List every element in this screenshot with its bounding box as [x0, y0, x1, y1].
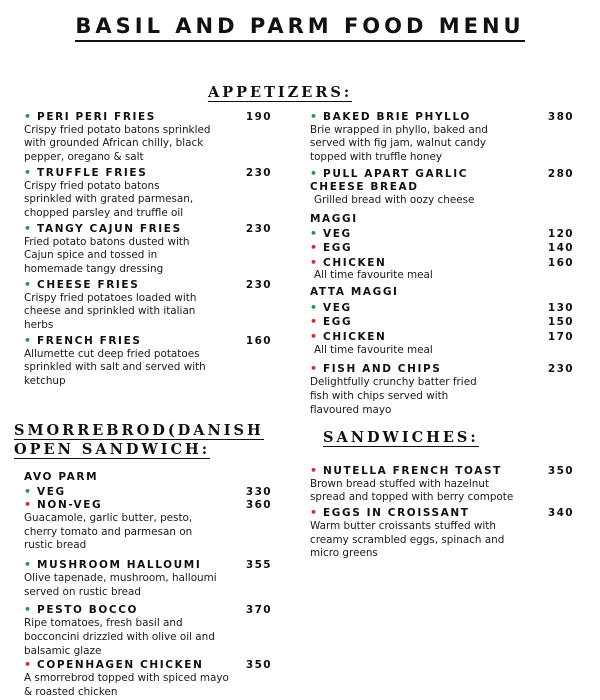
appetizers-heading: APPETIZERS:	[208, 84, 353, 101]
item-desc: Crispy fried potato batons sprinkled	[24, 123, 211, 136]
item-desc: Allumette cut deep fried potatoes	[24, 347, 200, 360]
item-desc: Grilled bread with oozy cheese	[314, 194, 475, 207]
appetizers-left-column	[24, 110, 272, 389]
item-price: 120	[547, 227, 574, 240]
item-price: 230	[245, 278, 272, 291]
item-desc: Brie wrapped in phyllo, baked and	[310, 123, 488, 136]
smorrebrod-heading: SMORREBROD(DANISH OPEN SANDWICH:	[14, 422, 264, 458]
variant-name: NON-VEG	[37, 499, 103, 512]
green-bullet-icon: •	[24, 558, 32, 572]
item-price: 230	[245, 166, 272, 179]
avo-parm-group	[24, 471, 272, 553]
green-bullet-icon: •	[310, 226, 318, 240]
item-desc: creamy scrambled eggs, spinach and	[310, 533, 505, 546]
item-desc: Olive tapenade, mushroom, halloumi	[24, 571, 217, 584]
menu-item	[310, 362, 574, 417]
green-bullet-icon: •	[24, 277, 32, 291]
green-bullet-icon: •	[24, 603, 32, 617]
variant-name: VEG	[37, 485, 66, 498]
red-bullet-icon: •	[310, 464, 318, 477]
item-desc: All time favourite meal	[314, 269, 433, 282]
item-name: PESTO BOCCO	[37, 604, 139, 617]
item-desc: sprinkled with salt and served with	[24, 361, 206, 374]
item-desc: spread and topped with berry compote	[310, 491, 514, 504]
variant-name: CHICKEN	[323, 330, 387, 343]
green-bullet-icon: •	[24, 484, 32, 498]
group-header: MAGGI	[310, 212, 358, 225]
group-header: AVO PARM	[24, 471, 99, 483]
item-desc: A smorrebrod topped with spiced mayo	[24, 671, 229, 684]
item-name: EGGS IN CROISSANT	[323, 507, 470, 520]
menu-item	[310, 110, 574, 165]
sandwiches-heading: SANDWICHES:	[323, 429, 479, 446]
item-price: 370	[245, 604, 272, 617]
atta-maggi-group	[310, 286, 574, 357]
item-name: FRENCH FRIES	[37, 334, 142, 347]
item-price: 170	[547, 330, 574, 343]
menu-item	[24, 558, 272, 599]
variant-name: EGG	[323, 242, 353, 255]
item-desc: rustic bread	[24, 539, 87, 552]
item-desc: Fried potato batons dusted with	[24, 235, 190, 248]
item-desc: cherry tomato and parmesan on	[24, 525, 193, 538]
item-name: PERI PERI FRIES	[37, 111, 156, 123]
item-desc: sprinkled with grated parmesan,	[24, 193, 194, 206]
green-bullet-icon: •	[24, 333, 32, 347]
item-desc: Cajun spice and tossed in	[24, 249, 158, 262]
item-price: 160	[245, 334, 272, 347]
smorrebrod-column	[24, 471, 272, 700]
red-bullet-icon: •	[310, 255, 318, 269]
menu-title: BASIL AND PARM FOOD MENU	[0, 14, 600, 38]
menu-item	[24, 278, 272, 333]
menu-item	[310, 167, 574, 208]
item-desc: fish with chips served with	[310, 389, 449, 402]
item-desc: Ripe tomatoes, fresh basil and	[24, 616, 183, 629]
item-desc: flavoured mayo	[310, 403, 392, 416]
item-price: 130	[547, 301, 574, 314]
menu-item	[310, 506, 574, 561]
menu-item	[24, 166, 272, 221]
item-price: 350	[245, 659, 272, 672]
green-bullet-icon: •	[310, 166, 318, 180]
item-desc: Crispy fried potatoes loaded with	[24, 291, 197, 304]
red-bullet-icon: •	[310, 241, 318, 255]
red-bullet-icon: •	[24, 658, 32, 672]
green-bullet-icon: •	[24, 221, 32, 235]
item-price: 230	[547, 363, 574, 376]
item-name-line2: CHEESE BREAD	[310, 180, 419, 193]
item-desc: served with fig jam, walnut candy	[310, 137, 487, 150]
item-price: 140	[547, 242, 574, 255]
item-price: 350	[547, 465, 574, 477]
menu-item	[310, 464, 574, 505]
menu-item	[24, 334, 272, 389]
item-desc: micro greens	[310, 547, 378, 560]
group-header: ATTA MAGGI	[310, 286, 399, 299]
item-desc: & roasted chicken	[24, 685, 118, 698]
green-bullet-icon: •	[310, 110, 318, 123]
item-name: COPENHAGEN CHICKEN	[37, 659, 204, 672]
menu-item	[24, 603, 272, 658]
red-bullet-icon: •	[310, 329, 318, 343]
item-price: 330	[245, 485, 272, 498]
menu-item	[24, 222, 272, 277]
item-price: 230	[245, 222, 272, 235]
item-price: 380	[547, 111, 574, 123]
item-name: BAKED BRIE PHYLLO	[323, 111, 471, 123]
item-price: 190	[245, 111, 272, 123]
item-desc: topped with truffle honey	[310, 151, 443, 164]
red-bullet-icon: •	[310, 362, 318, 376]
item-desc: Guacamole, garlic butter, pesto,	[24, 511, 193, 524]
item-name: TRUFFLE FRIES	[37, 166, 148, 179]
item-price: 280	[547, 167, 574, 180]
variant-name: EGG	[323, 316, 353, 329]
variant-name: VEG	[323, 227, 352, 240]
item-desc: served on rustic bread	[24, 585, 142, 598]
variant-name: CHICKEN	[323, 256, 387, 269]
item-name: MUSHROOM HALLOUMI	[37, 559, 202, 572]
item-price: 360	[245, 499, 272, 512]
appetizers-right-column	[310, 110, 574, 417]
item-desc: ketchup	[24, 375, 66, 388]
item-name: TANGY CAJUN FRIES	[37, 222, 182, 235]
menu-item	[24, 110, 272, 165]
item-price: 355	[245, 559, 272, 572]
variant-name: VEG	[323, 301, 352, 314]
sandwiches-column	[310, 464, 574, 561]
item-desc: All time favourite meal	[314, 343, 433, 356]
menu-item	[24, 658, 272, 699]
item-price: 160	[547, 256, 574, 269]
item-price: 150	[547, 316, 574, 329]
item-desc: Warm butter croissants stuffed with	[310, 519, 496, 532]
item-desc: Brown bread stuffed with hazelnut	[310, 477, 490, 490]
item-desc: with grounded African chilly, black	[24, 137, 204, 150]
item-desc: homemade tangy dressing	[24, 263, 164, 276]
item-desc: cheese and sprinkled with italian	[24, 305, 196, 318]
maggi-group	[310, 213, 574, 283]
item-desc: Delightfully crunchy batter fried	[310, 375, 477, 388]
item-name: CHEESE FRIES	[37, 278, 140, 291]
green-bullet-icon: •	[24, 110, 32, 123]
item-name: NUTELLA FRENCH TOAST	[323, 465, 502, 477]
green-bullet-icon: •	[310, 300, 318, 314]
item-desc: balsamic glaze	[24, 644, 102, 657]
red-bullet-icon: •	[310, 315, 318, 329]
item-desc: Crispy fried potato batons	[24, 179, 160, 192]
item-desc: pepper, oregano & salt	[24, 151, 144, 164]
item-desc: herbs	[24, 319, 54, 332]
item-price: 340	[547, 507, 574, 520]
red-bullet-icon: •	[24, 498, 32, 512]
item-name: FISH AND CHIPS	[323, 363, 442, 376]
red-bullet-icon: •	[310, 506, 318, 520]
item-desc: bocconcini drizzled with olive oil and	[24, 630, 215, 643]
green-bullet-icon: •	[24, 165, 32, 179]
item-desc: chopped parsley and truffle oil	[24, 207, 184, 220]
item-name: PULL APART GARLIC	[323, 167, 469, 180]
